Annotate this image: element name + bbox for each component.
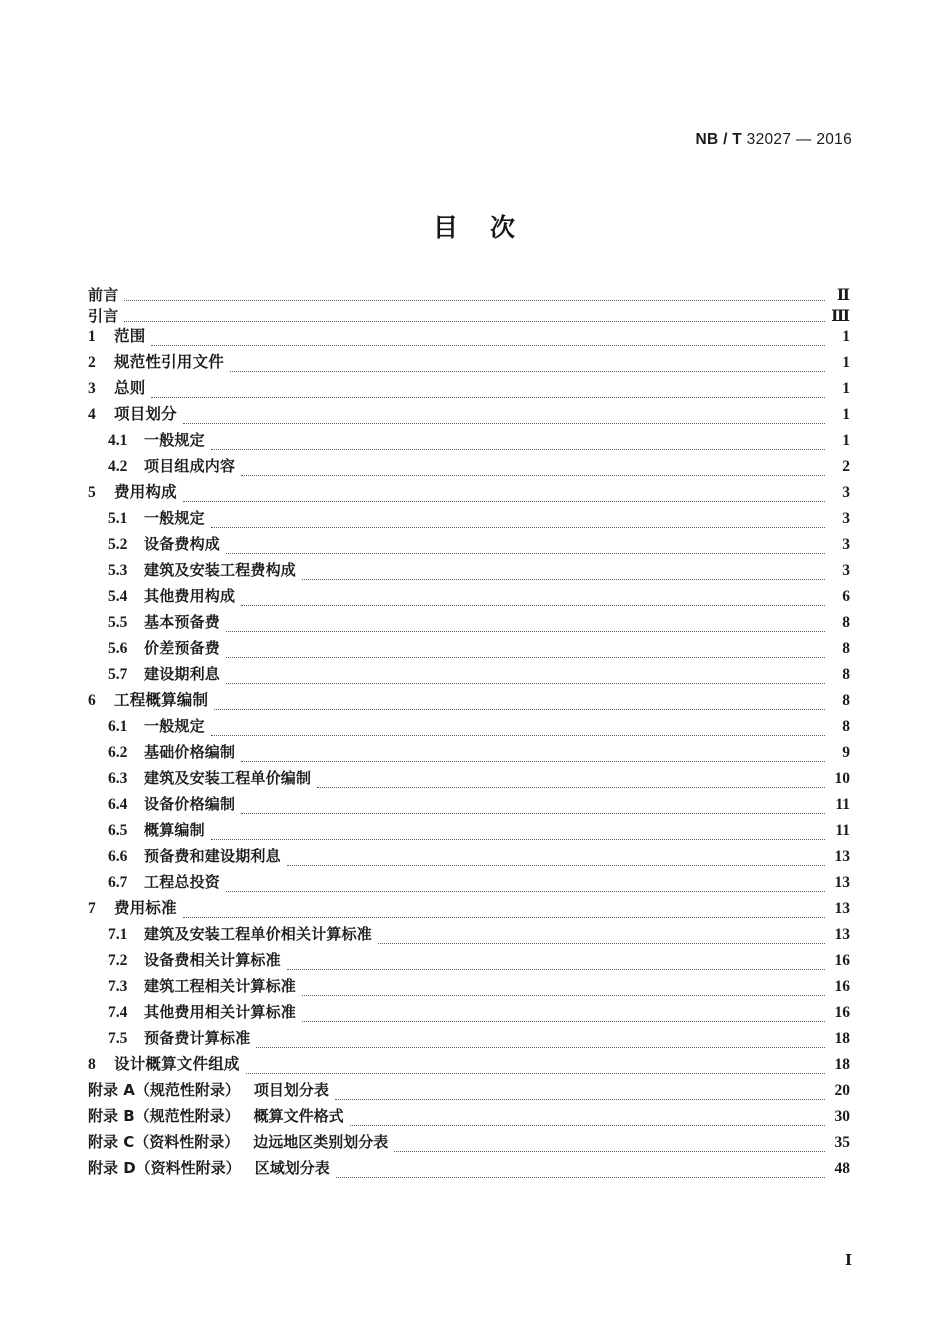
toc-entry-label: 项目组成内容 — [144, 457, 236, 475]
toc-entry-label-group — [88, 979, 296, 995]
toc-entry[interactable] — [88, 1135, 850, 1161]
toc-entry[interactable] — [88, 1161, 850, 1187]
toc-entry-label: 工程概算编制 — [114, 691, 209, 709]
toc-entry-number: 5.3 — [108, 562, 128, 579]
toc-entry-page-number: 11 — [835, 822, 850, 839]
toc-entry-number: 2 — [88, 354, 96, 371]
toc-entry-number: 6.7 — [108, 874, 128, 891]
toc-entry-label-group — [88, 1057, 240, 1073]
toc-entry-label-group — [88, 537, 220, 553]
toc-entry-label-group — [88, 875, 220, 891]
toc-entry[interactable] — [88, 745, 850, 771]
toc-entry[interactable] — [88, 563, 850, 589]
toc-entry[interactable] — [88, 1031, 850, 1057]
toc-entry-label: 基础价格编制 — [144, 743, 236, 761]
toc-dot-leader — [211, 527, 825, 528]
toc-dot-leader — [256, 1047, 825, 1048]
toc-entry-label: 引言 — [88, 307, 119, 325]
toc-entry-page-number: 13 — [834, 900, 850, 917]
toc-entry-number: 6.3 — [108, 770, 128, 787]
toc-entry-label: 建设期利息 — [144, 665, 221, 683]
toc-entry[interactable] — [88, 875, 850, 901]
toc-dot-leader — [226, 553, 825, 554]
toc-dot-leader — [183, 501, 825, 502]
page-title — [0, 208, 950, 244]
toc-entry-label: 项目划分表 — [253, 1081, 329, 1099]
toc-dot-leader — [226, 657, 825, 658]
toc-dot-leader — [124, 321, 825, 322]
toc-entry-number: 6.1 — [108, 718, 128, 735]
toc-entry-number: 6.4 — [108, 796, 128, 813]
toc-dot-leader — [226, 683, 825, 684]
toc-entry-page-number: 8 — [842, 718, 850, 735]
toc-entry-label: 前言 — [88, 286, 119, 304]
toc-entry-label: 概算文件格式 — [253, 1107, 344, 1125]
toc-entry-page-number: 10 — [834, 770, 850, 787]
toc-dot-leader — [226, 631, 825, 632]
toc-dot-leader — [350, 1125, 825, 1126]
toc-entry-page-number: 30 — [834, 1108, 850, 1125]
toc-entry-page-number: 3 — [842, 510, 850, 527]
toc-entry-page-number: 1 — [842, 406, 850, 423]
toc-entry-number: 4.1 — [108, 432, 128, 449]
toc-entry-page-number: 9 — [842, 744, 850, 761]
toc-entry[interactable] — [88, 308, 850, 329]
toc-entry[interactable] — [88, 511, 850, 537]
toc-entry-number: 1 — [88, 328, 96, 345]
toc-entry-page-number: 16 — [834, 952, 850, 969]
toc-dot-leader — [302, 579, 825, 580]
toc-entry[interactable] — [88, 433, 850, 459]
toc-entry-label: 价差预备费 — [144, 639, 221, 657]
toc-dot-leader — [378, 943, 825, 944]
toc-dot-leader — [226, 891, 825, 892]
toc-entry[interactable] — [88, 979, 850, 1005]
toc-entry-label: 一般规定 — [144, 431, 205, 449]
toc-entry-label: 建筑及安装工程单价编制 — [144, 769, 312, 787]
toc-entry[interactable] — [88, 537, 850, 563]
toc-entry-page-number: 8 — [842, 640, 850, 657]
toc-entry-page-number: 3 — [842, 536, 850, 553]
toc-dot-leader — [211, 449, 825, 450]
toc-dot-leader — [317, 787, 825, 788]
toc-entry-page-number: 1 — [842, 354, 850, 371]
toc-entry-label: 设备价格编制 — [144, 795, 236, 813]
toc-dot-leader — [241, 761, 825, 762]
toc-entry-page-number: 1 — [842, 380, 850, 397]
toc-entry-label: 一般规定 — [144, 717, 205, 735]
toc-entry-label-group — [88, 511, 205, 527]
toc-entry-page-number: 8 — [842, 614, 850, 631]
toc-entry[interactable] — [88, 849, 850, 875]
toc-entry-page-number: 20 — [834, 1082, 850, 1099]
toc-entry-label-group — [88, 849, 281, 865]
standard-number: 32027 — [746, 131, 792, 148]
toc-entry-label-group — [88, 693, 208, 709]
toc-entry-label-group — [88, 927, 372, 943]
toc-entry-label: 规范性引用文件 — [114, 353, 224, 371]
toc-entry-number: 5.5 — [108, 614, 128, 631]
toc-entry-label-group — [88, 1135, 388, 1150]
toc-entry-label: 总则 — [114, 379, 146, 397]
toc-entry-label-group — [88, 309, 118, 324]
toc-entry-page-number: 18 — [834, 1056, 850, 1073]
toc-entry[interactable] — [88, 823, 850, 849]
toc-entry-label-group — [88, 953, 281, 969]
toc-entry-label-group — [88, 901, 177, 917]
toc-entry-label-group — [88, 745, 235, 761]
toc-entry-label: 基本预备费 — [144, 613, 221, 631]
toc-entry-label-group — [88, 641, 220, 657]
standard-dash: — — [795, 131, 812, 148]
toc-entry-page-number: 13 — [834, 848, 850, 865]
toc-entry-label-group — [88, 1109, 344, 1124]
toc-entry-label: 费用构成 — [114, 483, 177, 501]
toc-entry-annex-tag: 附录 D（资料性附录） — [88, 1159, 241, 1177]
toc-entry-number: 6 — [88, 692, 96, 709]
toc-entry-page-number: Ⅱ — [836, 285, 850, 304]
toc-entry-page-number: 6 — [842, 588, 850, 605]
toc-entry-page-number: 3 — [842, 562, 850, 579]
toc-entry-label-group — [88, 797, 235, 813]
toc-entry-page-number: 13 — [834, 926, 850, 943]
toc-entry-label: 其他费用构成 — [144, 587, 236, 605]
toc-entry-label: 设备费构成 — [144, 535, 221, 553]
toc-entry-page-number: 8 — [842, 666, 850, 683]
toc-entry-number: 7.2 — [108, 952, 128, 969]
toc-entry-page-number: 16 — [834, 978, 850, 995]
toc-entry-annex-tag: 附录 A（规范性附录） — [88, 1081, 240, 1099]
toc-entry[interactable] — [88, 667, 850, 693]
toc-entry-label: 费用标准 — [114, 899, 177, 917]
toc-entry-number: 7.4 — [108, 1004, 128, 1021]
toc-entry-number: 4 — [88, 406, 96, 423]
toc-entry-label-group — [88, 719, 205, 735]
folio-page-number: Ⅰ — [844, 1251, 852, 1269]
toc-entry-label-group — [88, 459, 235, 475]
toc-entry[interactable] — [88, 1083, 850, 1109]
toc-entry-page-number: 48 — [834, 1160, 850, 1177]
toc-entry-label-group — [88, 288, 118, 303]
toc-entry-number: 6.5 — [108, 822, 128, 839]
toc-entry[interactable] — [88, 719, 850, 745]
toc-entry-label: 一般规定 — [144, 509, 205, 527]
toc-entry[interactable] — [88, 797, 850, 823]
toc-entry[interactable] — [88, 953, 850, 979]
toc-entry-number: 5 — [88, 484, 96, 501]
toc-entry-label: 设计概算文件组成 — [114, 1055, 240, 1073]
table-of-contents — [88, 287, 850, 1187]
toc-entry-label-group — [88, 563, 296, 579]
toc-entry-label: 建筑及安装工程费构成 — [144, 561, 297, 579]
toc-entry-number: 6.2 — [108, 744, 128, 761]
toc-dot-leader — [394, 1151, 825, 1152]
toc-entry-annex-tag: 附录 B（规范性附录） — [88, 1107, 240, 1125]
toc-entry-annex-tag: 附录 C（资料性附录） — [88, 1133, 240, 1151]
toc-entry[interactable] — [88, 641, 850, 667]
toc-entry-label-group — [88, 1083, 329, 1098]
toc-entry-number: 8 — [88, 1056, 96, 1073]
toc-dot-leader — [287, 865, 825, 866]
toc-entry-page-number: 13 — [834, 874, 850, 891]
toc-entry-page-number: 2 — [842, 458, 850, 475]
toc-entry-page-number: Ⅲ — [831, 306, 850, 325]
toc-entry[interactable] — [88, 615, 850, 641]
toc-entry-label: 预备费和建设期利息 — [144, 847, 281, 865]
toc-entry-label-group — [88, 823, 205, 839]
toc-dot-leader — [302, 995, 825, 996]
toc-entry[interactable] — [88, 1005, 850, 1031]
standard-prefix: NB / T — [695, 131, 743, 148]
toc-entry-label: 设备费相关计算标准 — [144, 951, 281, 969]
toc-entry-label: 建筑及安装工程单价相关计算标准 — [144, 925, 373, 943]
toc-dot-leader — [241, 813, 825, 814]
toc-entry-label-group — [88, 329, 145, 345]
toc-entry-number: 3 — [88, 380, 96, 397]
toc-entry[interactable] — [88, 287, 850, 308]
toc-entry[interactable] — [88, 329, 850, 355]
toc-entry-label: 概算编制 — [144, 821, 205, 839]
toc-entry-page-number: 1 — [842, 328, 850, 345]
toc-entry-number: 5.7 — [108, 666, 128, 683]
toc-dot-leader — [214, 709, 825, 710]
toc-dot-leader — [336, 1177, 825, 1178]
toc-entry-label: 边远地区类别划分表 — [253, 1133, 389, 1151]
toc-dot-leader — [302, 1021, 825, 1022]
toc-entry-label-group — [88, 771, 311, 787]
toc-entry-label: 预备费计算标准 — [144, 1029, 251, 1047]
toc-entry-number: 7 — [88, 900, 96, 917]
toc-entry[interactable] — [88, 407, 850, 433]
page-title-char-2: 次 — [490, 215, 518, 242]
toc-entry-label: 工程总投资 — [144, 873, 221, 891]
toc-entry-number: 5.1 — [108, 510, 128, 527]
toc-dot-leader — [211, 839, 825, 840]
toc-dot-leader — [241, 605, 825, 606]
toc-entry-label: 其他费用相关计算标准 — [144, 1003, 297, 1021]
standard-year: 2016 — [816, 131, 852, 148]
toc-entry-label-group — [88, 355, 224, 371]
toc-entry-label: 项目划分 — [114, 405, 177, 423]
toc-entry-page-number: 18 — [834, 1030, 850, 1047]
toc-entry[interactable] — [88, 355, 850, 381]
toc-dot-leader — [287, 969, 825, 970]
toc-entry[interactable] — [88, 927, 850, 953]
toc-entry-number: 7.5 — [108, 1030, 128, 1047]
toc-entry-label-group — [88, 1161, 330, 1176]
toc-entry-page-number: 3 — [842, 484, 850, 501]
toc-dot-leader — [241, 475, 825, 476]
toc-entry-page-number: 11 — [835, 796, 850, 813]
toc-entry-label-group — [88, 485, 177, 501]
toc-dot-leader — [183, 423, 825, 424]
toc-entry-label-group — [88, 589, 235, 605]
toc-entry-label-group — [88, 407, 177, 423]
toc-entry[interactable] — [88, 459, 850, 485]
toc-entry[interactable] — [88, 693, 850, 719]
toc-entry[interactable] — [88, 771, 850, 797]
toc-entry-label: 范围 — [114, 327, 146, 345]
standard-number-header — [695, 131, 852, 149]
toc-entry[interactable] — [88, 901, 850, 927]
toc-entry-label-group — [88, 1005, 296, 1021]
toc-entry-page-number: 1 — [842, 432, 850, 449]
toc-entry-number: 5.4 — [108, 588, 128, 605]
toc-entry-number: 7.1 — [108, 926, 128, 943]
toc-dot-leader — [151, 345, 825, 346]
toc-entry-page-number: 35 — [834, 1134, 850, 1151]
toc-dot-leader — [124, 300, 825, 301]
toc-dot-leader — [335, 1099, 825, 1100]
toc-entry-page-number: 16 — [834, 1004, 850, 1021]
toc-dot-leader — [211, 735, 825, 736]
toc-entry-number: 5.6 — [108, 640, 128, 657]
toc-dot-leader — [246, 1073, 825, 1074]
toc-entry[interactable] — [88, 589, 850, 615]
toc-entry-number: 4.2 — [108, 458, 128, 475]
toc-dot-leader — [151, 397, 825, 398]
toc-entry[interactable] — [88, 485, 850, 511]
toc-entry-number: 6.6 — [108, 848, 128, 865]
toc-dot-leader — [230, 371, 825, 372]
toc-entry-number: 5.2 — [108, 536, 128, 553]
toc-entry-label-group — [88, 615, 220, 631]
toc-entry[interactable] — [88, 1057, 850, 1083]
toc-entry-label: 建筑工程相关计算标准 — [144, 977, 297, 995]
toc-entry-label: 区域划分表 — [254, 1159, 330, 1177]
toc-entry-page-number: 8 — [842, 692, 850, 709]
toc-entry[interactable] — [88, 381, 850, 407]
page-title-char-1: 目 — [432, 215, 460, 242]
toc-entry[interactable] — [88, 1109, 850, 1135]
toc-entry-number: 7.3 — [108, 978, 128, 995]
toc-entry-label-group — [88, 667, 220, 683]
toc-entry-label-group — [88, 433, 205, 449]
toc-dot-leader — [183, 917, 825, 918]
toc-entry-label-group — [88, 1031, 250, 1047]
toc-entry-label-group — [88, 381, 145, 397]
